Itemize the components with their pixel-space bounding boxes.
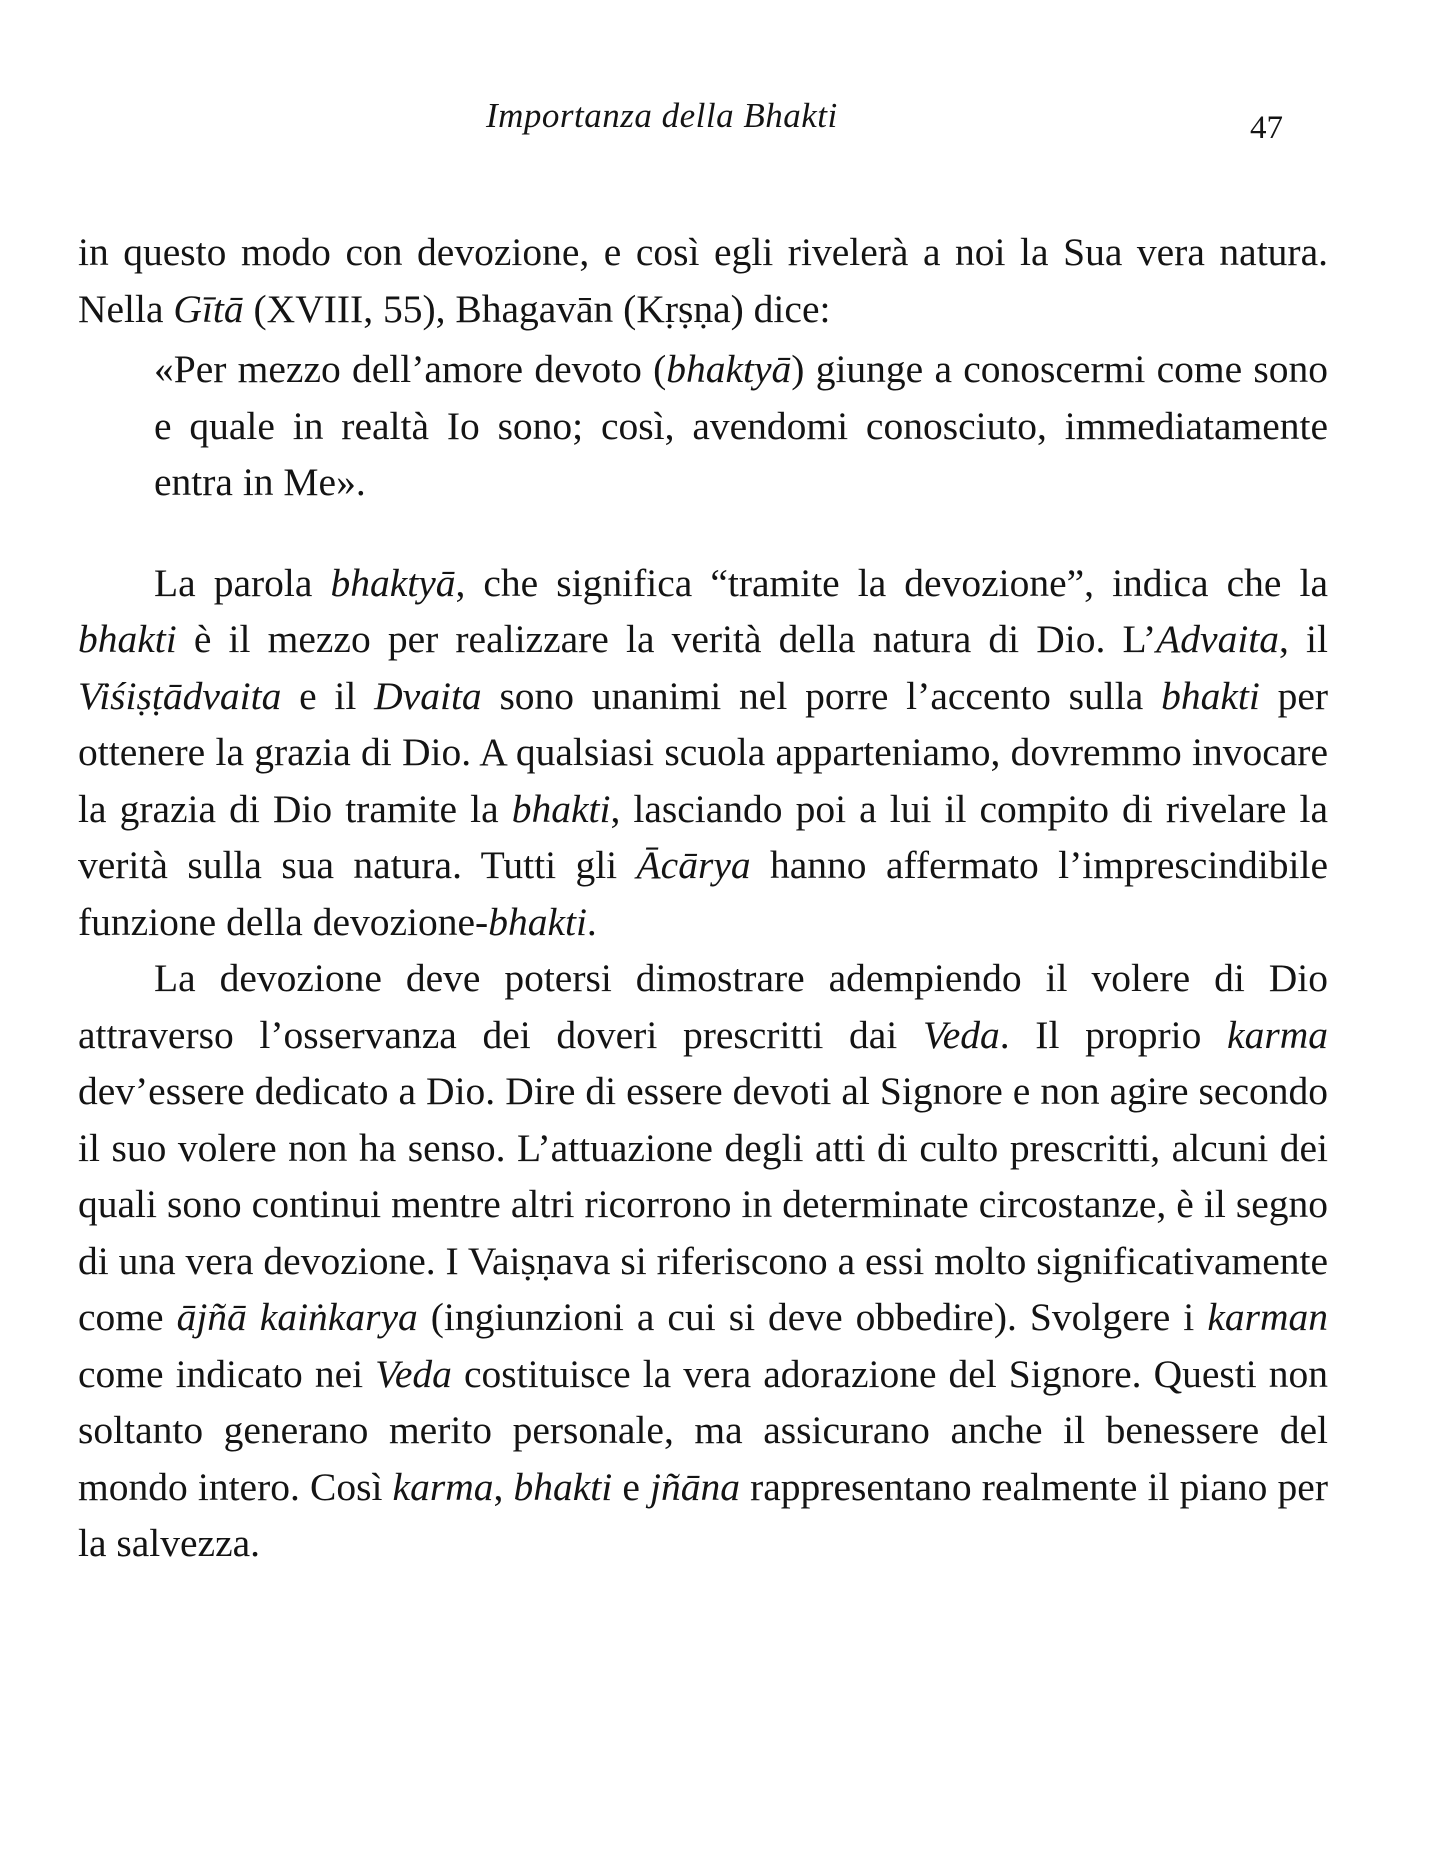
running-title: Importanza della Bhakti — [486, 96, 838, 135]
page-body — [78, 224, 1328, 1572]
page-header — [0, 96, 1439, 146]
page-number: 47 — [1250, 110, 1283, 146]
block-quote: «Per mezzo dell’amore devoto (bhaktyā) giunge a conoscermi come sono e quale in realtà Io sono; così, avendomi conosciuto, immediatamente entra in Me». — [154, 347, 1328, 504]
paragraph: La devozione deve potersi dimostrare adempiendo il volere di Dio attraverso l’osservanza dei doveri prescritti dai Veda. Il proprio karma dev’essere dedicato a Dio. Dire di essere devoti al Signore e non agire secondo il suo volere non ha senso. L’attuazione degli atti di culto prescritti, alcuni dei quali sono continui mentre altri ricorrono in determinate circostanze, è il segno di una vera devozione. I Vaiṣṇava si riferiscono a essi molto significativamente come ājñā kaiṅkarya (ingiunzioni a cui si deve obbedire). Svolgere i karman come indicato nei Veda costituisce la vera adorazione del Signore. Questi non soltanto generano merito personale, ma assicurano anche il benessere del mondo intero. Così karma, bhakti e jñāna rappresentano realmente il piano per la salvezza. — [78, 956, 1328, 1565]
paragraph: La parola bhaktyā, che significa “tramite la devozione”, indica che la bhakti è il mezzo per realizzare la verità della natura di Dio. L’Advaita, il Viśiṣṭādvaita e il Dvaita sono unanimi nel porre l’accento sulla bhakti per ottenere la grazia di Dio. A qualsiasi scuola apparteniamo, dovremmo invocare la grazia di Dio tramite la bhakti, lasciando poi a lui il compito di rivelare la verità sulla sua natura. Tutti gli Ācārya hanno affermato l’imprescindibile funzione della devozione-bhakti. — [78, 560, 1329, 944]
paragraph-continued: in questo modo con devozione, e così egli rivelerà a noi la Sua vera natura. Nella Gītā (XVIII, 55), Bhagavān (Kṛṣṇa) dice: — [78, 230, 1328, 331]
